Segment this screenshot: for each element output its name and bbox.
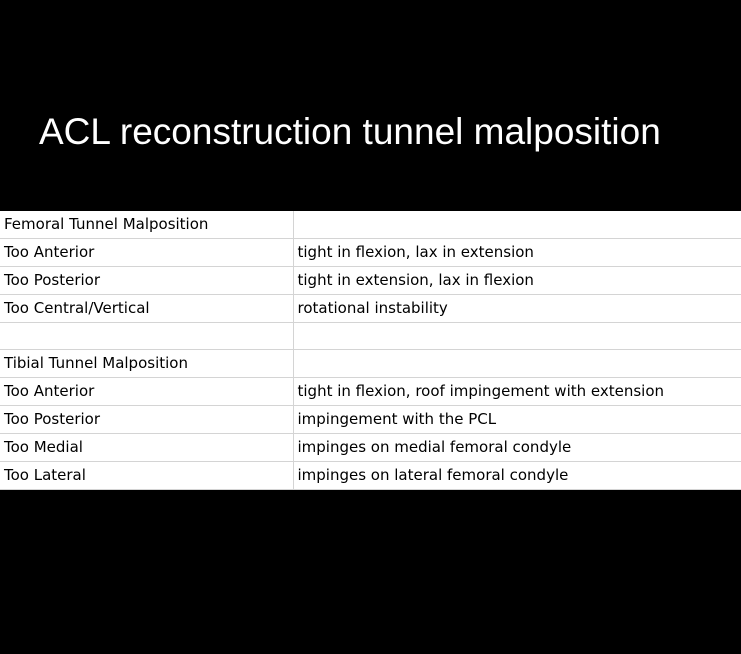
table-cell-empty	[293, 211, 741, 239]
effect-cell: rotational instability	[293, 295, 741, 323]
position-cell: Too Anterior	[0, 378, 293, 406]
section-header-tibial: Tibial Tunnel Malposition	[0, 350, 293, 378]
position-cell: Too Anterior	[0, 239, 293, 267]
table-row-spacer	[0, 323, 741, 350]
position-cell: Too Central/Vertical	[0, 295, 293, 323]
table-row	[0, 378, 741, 406]
position-cell: Too Medial	[0, 434, 293, 462]
table-row	[0, 267, 741, 295]
table-row	[0, 295, 741, 323]
malposition-table	[0, 211, 741, 490]
malposition-grid	[0, 211, 741, 490]
position-cell: Too Posterior	[0, 267, 293, 295]
table-row	[0, 239, 741, 267]
effect-cell: impinges on lateral femoral condyle	[293, 462, 741, 490]
effect-cell: tight in extension, lax in flexion	[293, 267, 741, 295]
table-cell-empty	[293, 350, 741, 378]
effect-cell: tight in flexion, lax in extension	[293, 239, 741, 267]
slide-title: ACL reconstruction tunnel malposition	[39, 111, 661, 152]
table-row	[0, 350, 741, 378]
effect-cell: impinges on medial femoral condyle	[293, 434, 741, 462]
position-cell: Too Posterior	[0, 406, 293, 434]
table-row	[0, 462, 741, 490]
table-row	[0, 434, 741, 462]
effect-cell: tight in flexion, roof impingement with extension	[293, 378, 741, 406]
table-cell-empty	[293, 323, 741, 350]
effect-cell: impingement with the PCL	[293, 406, 741, 434]
table-cell-empty	[0, 323, 293, 350]
table-row	[0, 211, 741, 239]
position-cell: Too Lateral	[0, 462, 293, 490]
section-header-femoral: Femoral Tunnel Malposition	[0, 211, 293, 239]
table-row	[0, 406, 741, 434]
